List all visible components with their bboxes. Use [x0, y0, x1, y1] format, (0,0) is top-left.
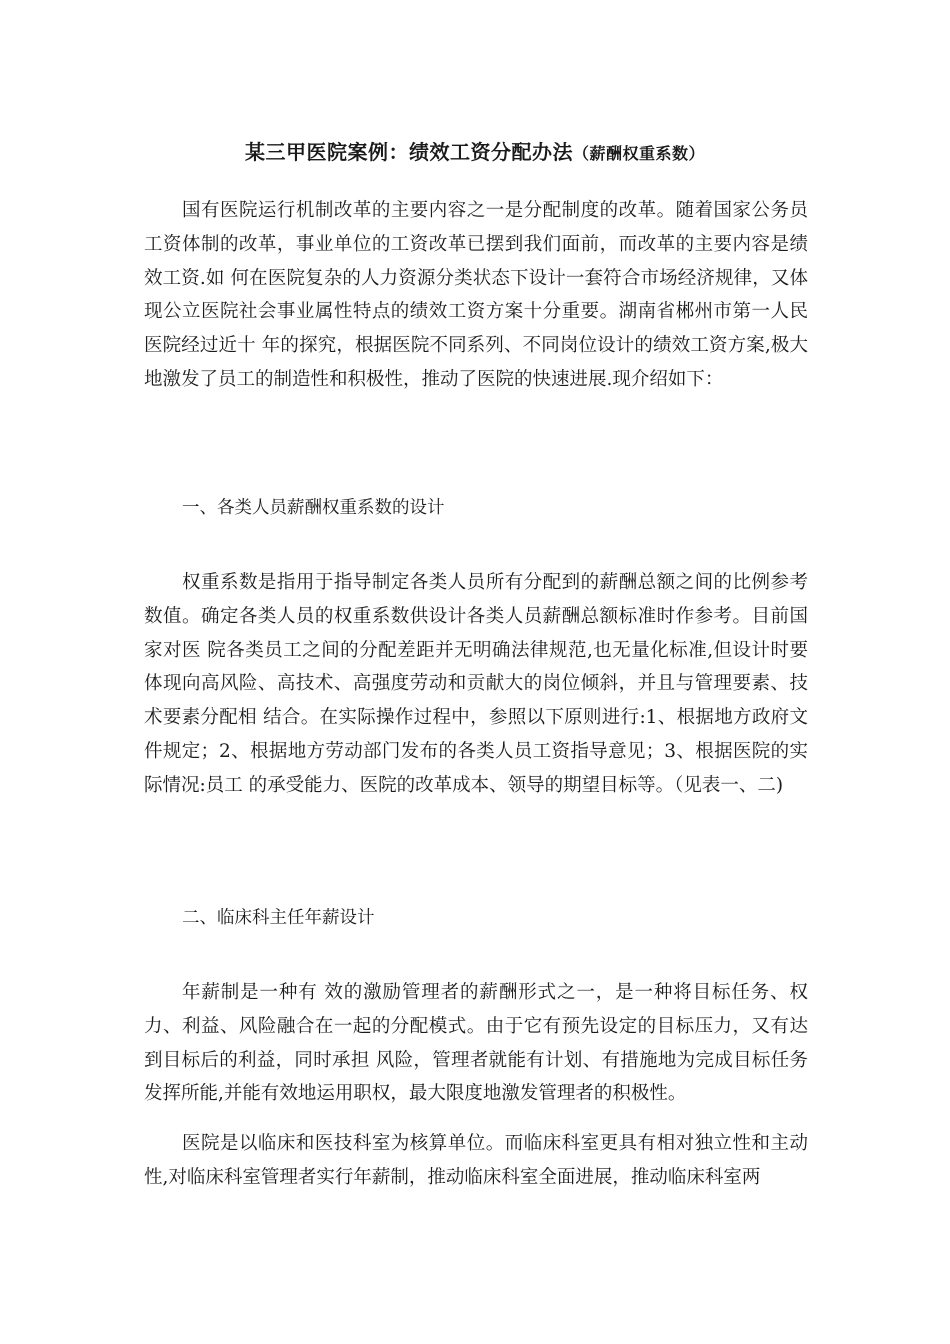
- section-1-heading: 一、各类人员薪酬权重系数的设计: [182, 498, 445, 518]
- intro-paragraph: 国有医院运行机制改革的主要内容之一是分配制度的改革。随着国家公务员工资体制的改革，事业单位的工资改革已摆到我们面前，而改革的主要内容是绩效工资.如 何在医院复杂的人力资源分类状态下设计一套符合市场经济规律，又体现公立医院社会事业属性特点的绩效工资方案十分重要。湖南省郴州市第一人民医院经过近十 年的探究，根据医院不同系列、不同岗位设计的绩效工资方案,极大地激发了员工的制造性和积极性，推动了医院的快速进展.现介绍如下：: [144, 200, 808, 390]
- document-title: [0, 138, 950, 168]
- title-subtitle: （薪酬权重系数）: [572, 144, 705, 163]
- section-1-paragraph: 权重系数是指用于指导制定各类人员所有分配到的薪酬总额之间的比例参考数值。确定各类人员的权重系数供设计各类人员薪酬总额标准时作参考。目前国家对医 院各类员工之间的分配差距并无明确法律规范,也无量化标准,但设计时要体现向高风险、高技术、高强度劳动和贡献大的岗位倾斜，并且与管理要素、技术要素分配相 结合。在实际操作过程中，参照以下原则进行:1、根据地方政府文件规定；2、根据地方劳动部门发布的各类人员工资指导意见；3、根据医院的实际情况:员工 的承受能力、医院的改革成本、领导的期望目标等。（见表一、二): [144, 572, 808, 796]
- section-2-paragraph-1: 年薪制是一种有 效的激励管理者的薪酬形式之一，是一种将目标任务、权力、利益、风险融合在一起的分配模式。由于它有预先设定的目标压力，又有达到目标后的利益，同时承担 风险，管理者就能有计划、有措施地为完成目标任务发挥所能,并能有效地运用职权，最大限度地激发管理者的积极性。: [144, 982, 808, 1105]
- section-2-paragraph-2: 医院是以临床和医技科室为核算单位。而临床科室更具有相对独立性和主动性,对临床科室管理者实行年薪制，推动临床科室全面进展，推动临床科室两: [144, 1133, 808, 1188]
- title-main: 某三甲医院案例：绩效工资分配办法: [244, 140, 573, 164]
- section-2-heading: 二、临床科主任年薪设计: [182, 908, 375, 928]
